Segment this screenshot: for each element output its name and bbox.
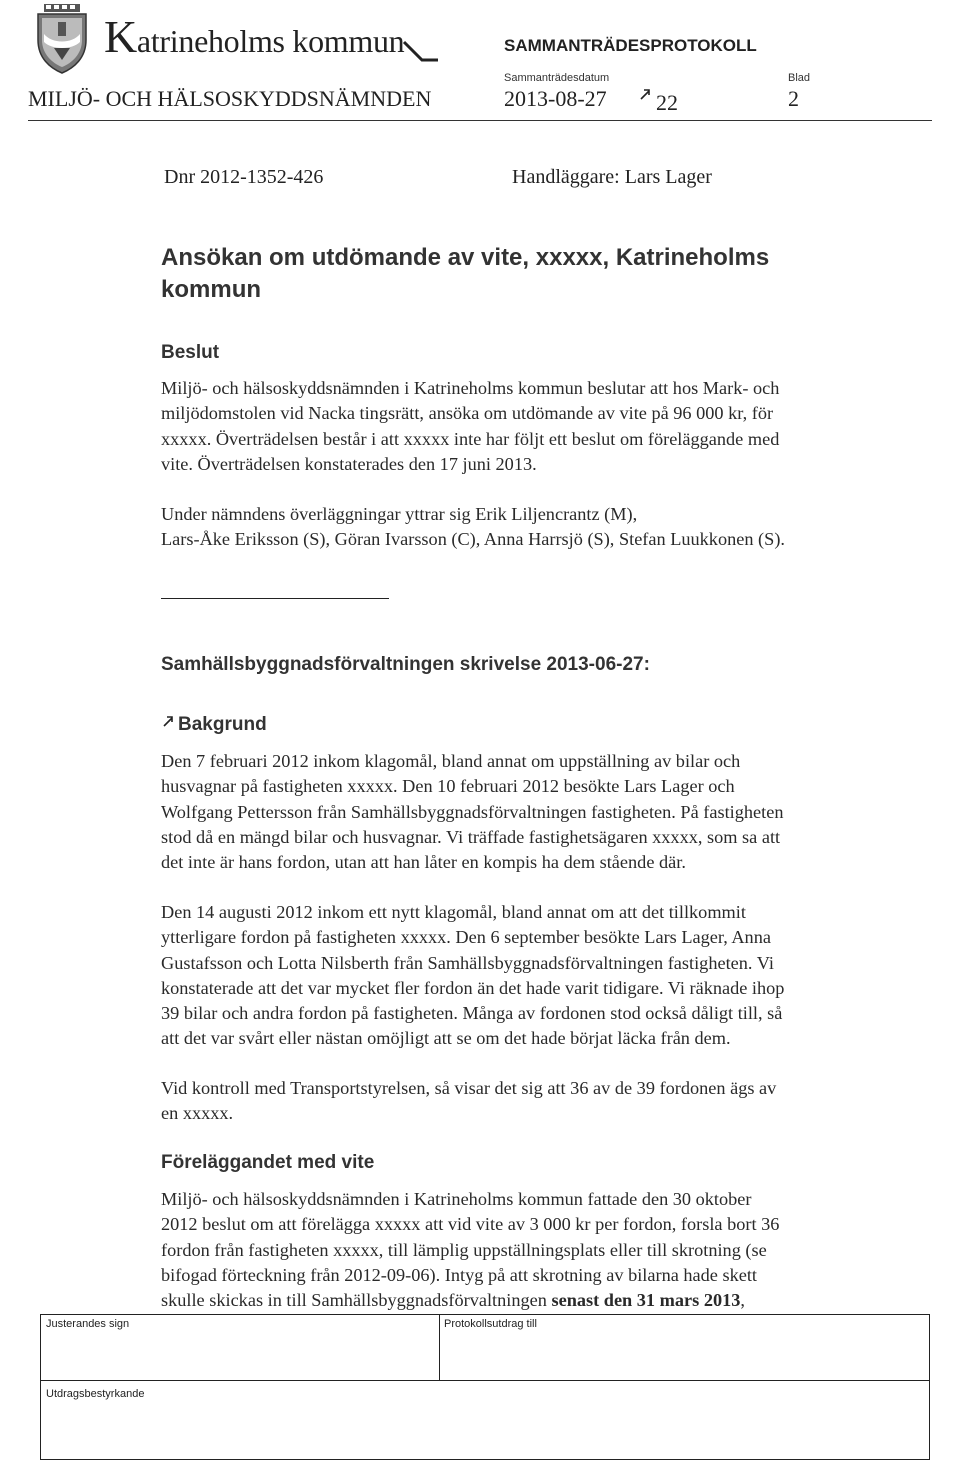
forelaggande-heading: Föreläggandet med vite: [161, 1152, 375, 1173]
beslut-paragraph: Miljö- och hälsoskyddsnämnden i Katrineholms kommun beslutar att hos Mark- och miljödomstolen vid Nacka tingsrätt, ansöka om utdömande av vite på 96 000 kr, för xxxxx. Överträdelsen består i att xxxxx inte har följt ett beslut om föreläggande med vite. Överträdelsen konstaterades den 17 juni 2013.: [161, 378, 780, 474]
deadline-emphasis: senast den 31 mars 2013: [551, 1290, 741, 1311]
debate-paragraph: Under nämndens överläggningar yttrar sig Erik Liljencrantz (M), Lars-Åke Eriksson (S), Göran Ivarsson (C), Anna Harrsjö (S), Stefan Luukkonen (S).: [161, 504, 785, 550]
page-number: 2: [788, 86, 799, 111]
forelaggande-paragraph: Miljö- och hälsoskyddsnämnden i Katrineholms kommun fattade den 30 oktober 2012 beslut om att förelägga xxxxx att vid vite av 3 000 kr per fordon, forsla bort 36 fordon från fastigheten xxxxx, till lämplig uppställningsplats eller till skrotning (se bifogad förteckning från 2012-09-06). Intyg på att skrotning av bilarna hade skett skulle skickas in till Samhällsbyggnadsförvaltningen senast den 31 mars 2013,: [161, 1189, 780, 1311]
logo-swoosh-icon: [402, 40, 440, 64]
document-type: SAMMANTRÄDESPROTOKOLL: [504, 36, 757, 55]
page-title: Ansökan om utdömande av vite, xxxxx, Katrineholms kommun: [161, 244, 770, 303]
organization-name: Katrineholms kommun: [104, 11, 405, 62]
signature-box-row-divider: [40, 1380, 930, 1381]
committee-name: MILJÖ- OCH HÄLSOSKYDDSNÄMNDEN: [28, 86, 432, 111]
case-handler: Handläggare: Lars Lager: [512, 166, 712, 188]
bakgrund-paragraph-1: Den 7 februari 2012 inkom klagomål, bland annat om uppställning av bilar och husvagnar på fastigheten xxxxx. Den 10 februari 2012 besökte Lars Lager och Wolfgang Pettersson från Samhällsbyggnadsförvaltningen fastigheten. På fastigheten stod då en mängd bilar och husvagnar. Vi träffade fastighetsägaren xxxxx, som sa att det inte är hans fordon, utan att han låter en kompis ha dem stående där.: [161, 751, 784, 873]
beslut-heading: Beslut: [161, 342, 220, 363]
meeting-date: 2013-08-27: [504, 86, 607, 111]
date-label: Sammanträdesdatum: [504, 72, 610, 84]
skrivelse-heading: Samhällsbyggnadsförvaltningen skrivelse 2013-06-27:: [161, 654, 650, 675]
section-separator: [161, 598, 389, 599]
paragraph-number: 22: [656, 90, 678, 115]
page-label: Blad: [788, 72, 811, 84]
paragraph-marker-icon: [638, 87, 652, 101]
bakgrund-heading: Bakgrund: [178, 714, 267, 735]
bakgrund-paragraph-2: Den 14 augusti 2012 inkom ett nytt klagomål, bland annat om att det tillkommit ytterligare fordon på fastigheten xxxxx. Den 6 september besökte Lars Lager, Anna Gustafsson och Lotta Nilsberth från Samhällsbyggnadsförvaltningen fastigheten. Vi konstaterade att det var mycket fler fordon än det hade varit tidigare. Vi räknade ihop 39 bilar och andra fordon på fastigheten. Många av fordonen stod också dåligt till, så att det var svårt eller nästan omöjligt att se om det hade börjat läcka från dem.: [161, 902, 785, 1049]
justerandes-sign-label: Justerandes sign: [46, 1318, 130, 1330]
protokollsutdrag-label: Protokollsutdrag till: [444, 1318, 537, 1330]
municipal-crest-logo: [34, 4, 90, 74]
bakgrund-paragraph-3: Vid kontroll med Transportstyrelsen, så visar det sig att 36 av de 39 fordonen ägs av en xxxxx.: [161, 1078, 777, 1124]
diary-number: Dnr 2012-1352-426: [164, 166, 324, 188]
signature-box: [40, 1314, 930, 1460]
signature-box-divider: [439, 1314, 440, 1380]
header-divider: [28, 120, 932, 121]
section-marker-icon: [161, 714, 175, 728]
utdragsbestyrkande-label: Utdragsbestyrkande: [46, 1388, 145, 1400]
